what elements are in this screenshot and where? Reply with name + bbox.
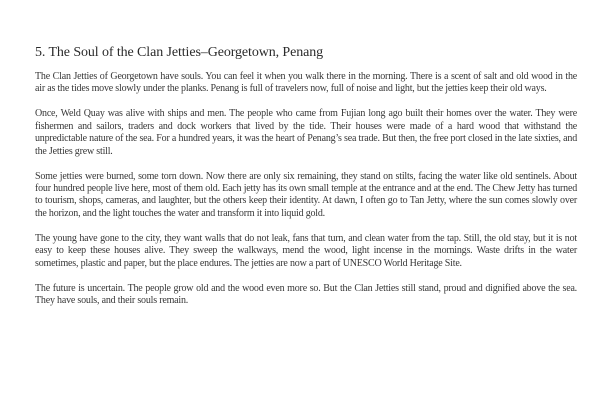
article-paragraph: The young have gone to the city, they want walls that do not leak, fans that turn, and clean water from the tap. Still, the old stay, but it is not easy to keep these houses alive. They sweep the walkways, mend the wood, light incense in the mornings. Waste drifts in the water sometimes, plastic and paper, but the place endures. The jetties are now a part of UNESCO World Heritage Site. [35, 232, 577, 269]
article-title: 5. The Soul of the Clan Jetties–Georgetown, Penang [35, 45, 324, 60]
article-paragraph: The future is uncertain. The people grow old and the wood even more so. But the Clan Jetties still stand, proud and dignified above the sea. They have souls, and their souls remain. [35, 282, 577, 307]
document-page [35, 45, 577, 320]
article-paragraph: Some jetties were burned, some torn down. Now there are only six remaining, they stand on stilts, facing the water like old sentinels. About four hundred people live here, most of them old. Each jetty has its own small temple at the entrance and at the end. The Chew Jetty has turned to tourism, shops, cameras, and laughter, but the others keep their identity. At dawn, I often go to Tan Jetty, where the sun comes slowly over the horizon, and the light touches the water and transform it into liquid gold. [35, 170, 577, 219]
article-paragraph: Once, Weld Quay was alive with ships and men. The people who came from Fujian long ago built their homes over the water. They were fishermen and sailors, traders and dock workers that lived by the tide. Their houses were made of a hard wood that withstand the unpredictable nature of the sea. For a hundred years, it was the heart of Penang’s sea trade. But then, the free port closed in the late sixties, and the Jetties grew still. [35, 108, 577, 157]
article-paragraph: The Clan Jetties of Georgetown have souls. You can feel it when you walk there in the morning. There is a scent of salt and old wood in the air as the tides move slowly under the planks. Penang is full of travelers now, full of noise and light, but the jetties keep their old ways. [35, 71, 577, 95]
